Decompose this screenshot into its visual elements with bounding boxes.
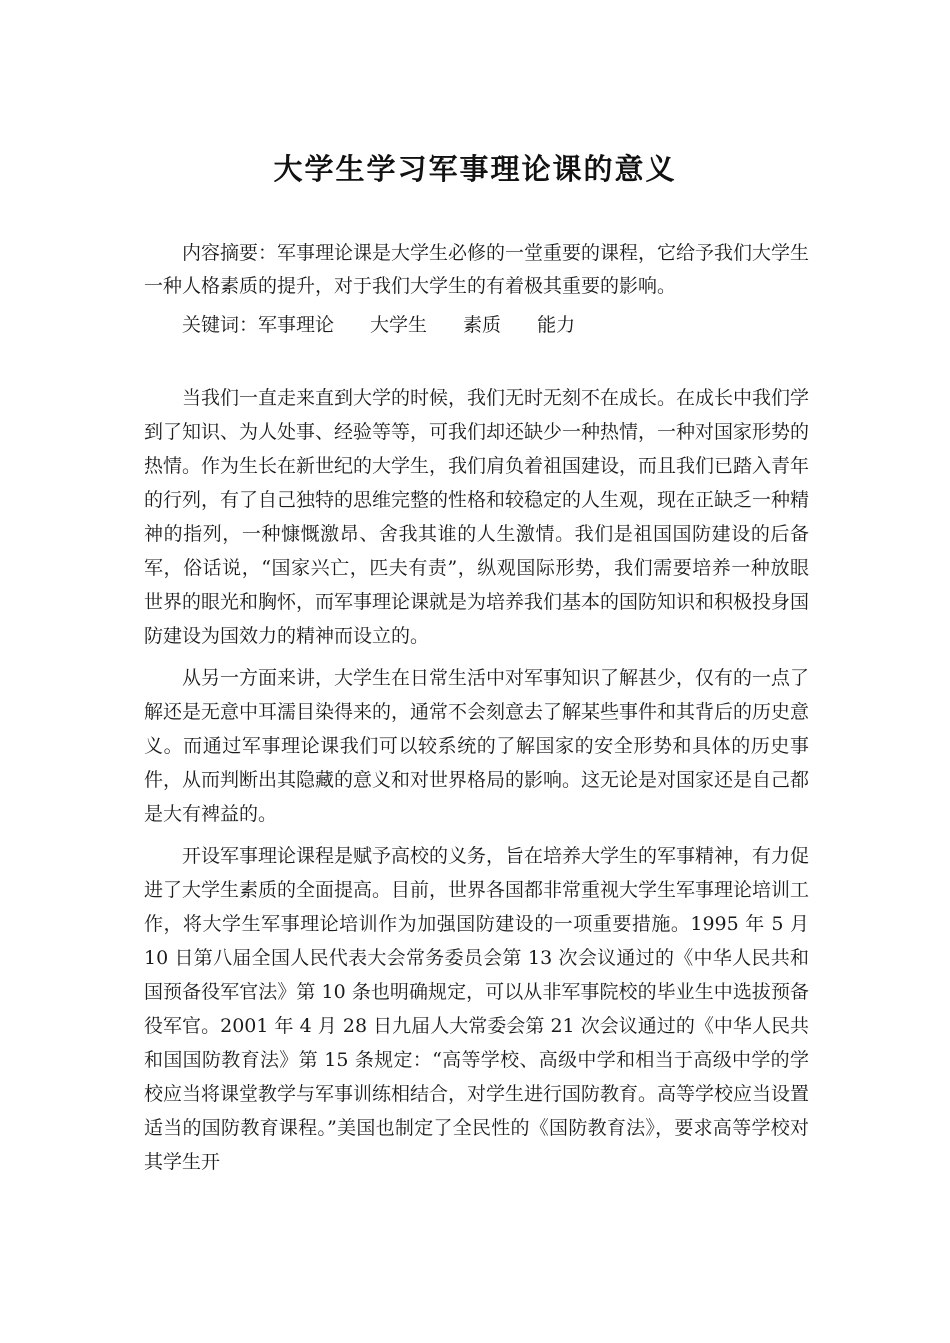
document-title: 大学生学习军事理论课的意义: [273, 152, 677, 187]
paragraph: 从另一方面来讲，大学生在日常生活中对军事知识了解甚少，仅有的一点了解还是无意中耳濡目染得来的，通常不会刻意去了解某些事件和其背后的历史意义。而通过军事理论课我们可以较系统的了解国家的安全形势和具体的历史事件，从而判断出其隐藏的意义和对世界格局的影响。这无论是对国家还是自己都是大有裨益的。: [144, 667, 810, 825]
body-text: [144, 381, 809, 1187]
keywords-label: 关键词：: [182, 314, 259, 336]
keyword-item: 能力: [537, 314, 576, 336]
keyword-item: 军事理论: [258, 314, 335, 336]
keyword-item: 素质: [463, 314, 502, 336]
abstract-section: [144, 237, 809, 303]
keywords-line: [182, 309, 611, 342]
keyword-item: 大学生: [370, 314, 428, 336]
abstract-text: 内容摘要：军事理论课是大学生必修的一堂重要的课程，它给予我们大学生一种人格素质的提升，对于我们大学生的有着极其重要的影响。: [144, 242, 810, 297]
paragraph: 开设军事理论课程是赋予高校的义务，旨在培养大学生的军事精神，有力促进了大学生素质的全面提高。目前，世界各国都非常重视大学生军事理论培训工作，将大学生军事理论培训作为加强国防建设的一项重要措施。1995 年 5 月 10 日第八届全国人民代表大会常务委员会第 13 次会议通过的《中华人民共和国预备役军官法》第 10 条也明确规定，可以从非军事院校的毕业生中选拔预备役军官。2001 年 4 月 28 日九届人大常委会第 21 次会议通过的《中华人民共和国国防教育法》第 15 条规定：“高等学校、高级中学和相当于高级中学的学校应当将课堂教学与军事训练相结合，对学生进行国防教育。高等学校应当设置适当的国防教育课程。”美国也制定了全民性的《国防教育法》，要求高等学校对其学生开: [144, 845, 810, 1173]
paragraph: 当我们一直走来直到大学的时候，我们无时无刻不在成长。在成长中我们学到了知识、为人处事、经验等等，可我们却还缺少一种热情，一种对国家形势的热情。作为生长在新世纪的大学生，我们肩负着祖国建设，而且我们已踏入青年的行列，有了自己独特的思维完整的性格和较稳定的人生观，现在正缺乏一种精神的指列，一种慷慨激昂、舍我其谁的人生激情。我们是祖国国防建设的后备军，俗话说，“国家兴亡，匹夫有责”，纵观国际形势，我们需要培养一种放眼世界的眼光和胸怀，而军事理论课就是为培养我们基本的国防知识和积极投身国防建设为国效力的精神而设立的。: [144, 387, 810, 647]
